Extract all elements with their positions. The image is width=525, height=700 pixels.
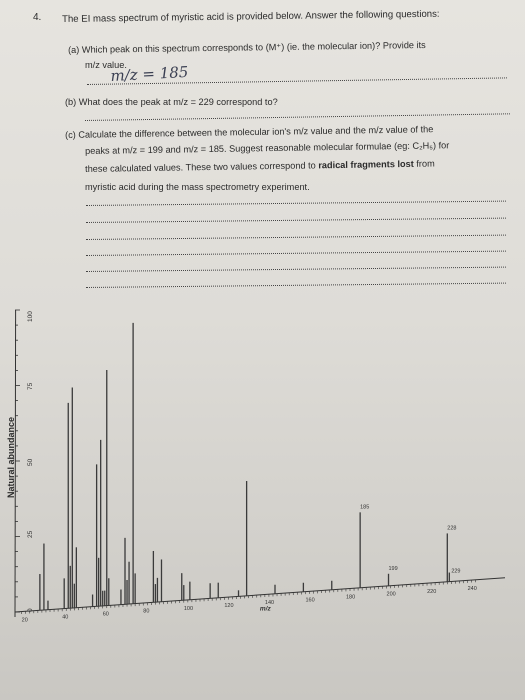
y-axis-line [15, 310, 16, 617]
x-axis-label: m/z [259, 605, 271, 613]
handwritten-answer-a: m/z = 185 [110, 62, 189, 85]
peak-label-228: 228 [447, 525, 457, 532]
part-b-line1: (b) What does the peak at m/z = 229 correspond to? [65, 97, 278, 107]
part-c-line2: peaks at m/z = 199 and m/z = 185. Suggest reasonable molecular formulae (eg: C₂H₅) for [85, 140, 450, 156]
part-c-line3-end: from [413, 158, 435, 169]
y-tick-50: 50 [27, 458, 34, 466]
part-c-line1: (c) Calculate the difference between the molecular ion's m/z value and the m/z value of the [65, 124, 434, 140]
x-tick-label-80: 80 [143, 608, 150, 615]
part-a-line2: m/z value. [85, 60, 127, 70]
x-tick-label-160: 160 [305, 597, 315, 604]
peak-label-199: 199 [388, 565, 398, 572]
part-a-line1: (a) Which peak on this spectrum corresponds to (M⁺) (ie. the molecular ion)? Provide its [68, 40, 426, 55]
peak-label-185: 185 [360, 504, 370, 511]
x-tick-label-60: 60 [102, 611, 109, 618]
part-c-line3-text: these calculated values. These two values correspond to [85, 160, 319, 174]
x-tick-label-100: 100 [183, 605, 194, 612]
question-number: 4. [33, 12, 42, 23]
x-tick-label-40: 40 [62, 614, 69, 621]
x-tick-label-220: 220 [427, 588, 437, 595]
x-tick-label-240: 240 [467, 586, 477, 593]
y-tick-100: 100 [27, 311, 34, 322]
x-tick-label-20: 20 [21, 617, 28, 624]
x-tick-label-200: 200 [386, 591, 396, 598]
x-tick-label-120: 120 [224, 603, 234, 610]
question-intro: The EI mass spectrum of myristic acid is provided below. Answer the following questions: [62, 8, 440, 25]
y-tick-25: 25 [27, 530, 34, 538]
peak-label-229: 229 [451, 568, 461, 575]
part-c-line4: myristic acid during the mass spectrometry experiment. [85, 182, 310, 192]
part-c-emphasis: radical fragments lost [318, 158, 414, 171]
x-tick-label-180: 180 [346, 594, 356, 601]
y-tick-0: 0 [27, 608, 34, 612]
y-tick-75: 75 [27, 382, 34, 390]
y-axis-label: Natural abundance [6, 416, 16, 498]
x-tick-label-140: 140 [264, 600, 275, 607]
